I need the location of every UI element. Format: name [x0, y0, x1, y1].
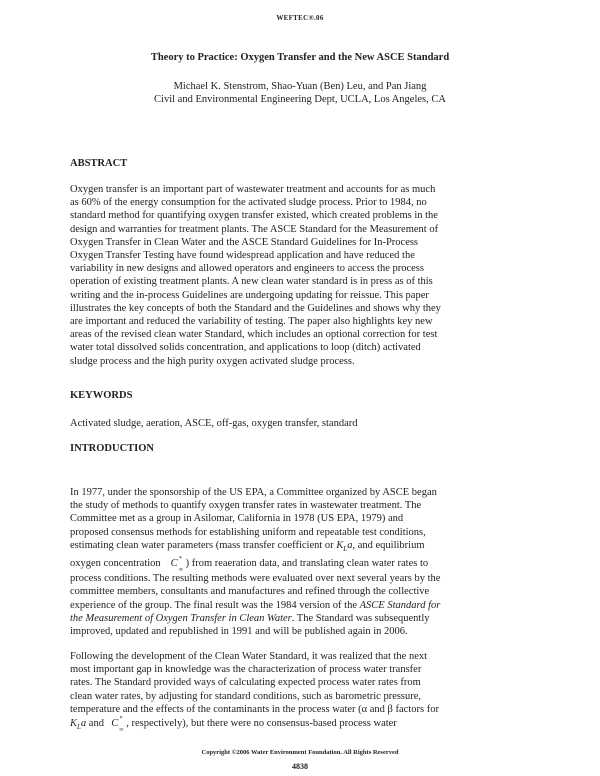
abstract-line: design and warranties for treatment plants. The ASCE Standard for the Measurement of	[70, 223, 439, 235]
introduction-heading: INTRODUCTION	[70, 443, 155, 454]
intro-line-text: . The Standard was subsequently	[291, 612, 430, 624]
intro-line-text: oxygen concentration	[70, 558, 161, 570]
abstract-line: variability in new designs and allowed operators and engineers to access the process	[70, 263, 424, 275]
keywords-heading: KEYWORDS	[70, 390, 133, 401]
intro-line: In 1977, under the sponsorship of the US EPA, a Committee organized by ASCE began	[70, 487, 437, 498]
abstract-line: sludge process and the high purity oxygen activated sludge process.	[70, 355, 355, 367]
copyright-notice: Copyright ©2006 Water Environment Foundation. All Rights Reserved	[201, 749, 399, 756]
abstract-line: as 60% of the energy consumption for the activated sludge process. Prior to 1984, no	[70, 197, 427, 209]
intro-paragraph-2	[70, 650, 532, 732]
intro-line: process conditions. The resulting methods were evaluated over next several years by the	[70, 573, 441, 585]
author-block	[0, 80, 600, 106]
intro-line-text: , respectively), but there were no consensus-based process water	[126, 718, 397, 730]
intro-line	[70, 612, 532, 625]
intro-line	[70, 556, 532, 572]
intro-line-text: , and equilibrium	[352, 539, 425, 551]
running-head: WEFTEC®.06	[276, 14, 324, 22]
abstract-line: illustrates the key concepts of both the Standard and the Guidelines and shows why they	[70, 302, 441, 314]
keywords-text: Activated sludge, aeration, ASCE, off-gas, oxygen transfer, standard	[70, 418, 358, 429]
kla-symbol: $K_La$	[336, 539, 353, 553]
abstract-line: areas of the revised clean water Standard, which includes an optional correction for test	[70, 329, 438, 341]
abstract-line: water total dissolved solids concentration, and applications to loop (ditch) activated	[70, 342, 421, 354]
standard-title-italic: ASCE Standard for	[359, 599, 441, 611]
kla-symbol: $K_La$	[70, 718, 87, 732]
intro-line-text: ) from reaeration data, and translating clean water rates to	[185, 558, 429, 570]
intro-line	[70, 539, 532, 556]
intro-line	[70, 716, 532, 732]
abstract-line: operation of existing treatment plants. A new clean water standard is in press as of this	[70, 276, 433, 288]
abstract-line: are important and reduced the variability of testing. The paper also highlights key new	[70, 316, 433, 328]
intro-line: Following the development of the Clean Water Standard, it was realized that the next	[70, 651, 428, 662]
intro-line: the study of methods to quantify oxygen transfer rates in wastewater treatment. The	[70, 500, 422, 512]
authors: Michael K. Stenstrom, Shao-Yuan (Ben) Leu, and Pan Jiang	[173, 81, 427, 92]
affiliation: Civil and Environmental Engineering Dept, UCLA, Los Angeles, CA	[154, 94, 446, 105]
standard-title-italic: the Measurement of Oxygen Transfer in Clean Water	[70, 612, 292, 624]
intro-line: proposed consensus methods for establishing uniform and repeatable test conditions,	[70, 526, 426, 538]
page-number: 4838	[292, 762, 308, 771]
intro-line: improved, updated and republished in 1991 and will be published again in 2006.	[70, 625, 408, 637]
abstract-line: standard method for quantifying oxygen transfer existed, which created problems in the	[70, 210, 438, 222]
intro-line: committee members, consultants and manufactures and refined through the collective	[70, 586, 430, 598]
abstract-line: writing and the in-process Guidelines are undergoing updating for reissue. This paper	[70, 289, 429, 301]
intro-line-text: experience of the group. The final result was the 1984 version of the	[70, 599, 360, 611]
c-infinity-symbol: C * ∞	[170, 556, 183, 574]
intro-line: clean water rates, by adjusting for standard conditions, such as barometric pressure,	[70, 690, 422, 702]
intro-line: temperature and the effects of the contaminants in the process water (α and β factors for	[70, 703, 439, 715]
intro-line-text: estimating clean water parameters (mass transfer coefficient or	[70, 539, 337, 551]
intro-line	[70, 599, 532, 612]
c-infinity-symbol: C * ∞	[111, 716, 124, 734]
abstract-line: Oxygen Transfer Testing have found widespread application and have reduced the	[70, 250, 415, 262]
abstract-heading: ABSTRACT	[70, 158, 128, 169]
abstract-body	[70, 183, 532, 368]
abstract-line: Oxygen Transfer in Clean Water and the ASCE Standard Guidelines for In-Process	[70, 236, 419, 248]
intro-paragraph-1	[70, 486, 532, 638]
abstract-line: Oxygen transfer is an important part of wastewater treatment and accounts for as much	[70, 184, 436, 195]
intro-line: rates. The Standard provided ways of calculating expected process water rates from	[70, 677, 421, 689]
paper-title: Theory to Practice: Oxygen Transfer and the New ASCE Standard	[150, 52, 450, 63]
intro-line-text: and	[86, 718, 107, 730]
intro-line: most important gap in knowledge was the characterization of process water transfer	[70, 664, 422, 676]
intro-line: Committee met as a group in Asilomar, California in 1978 (US EPA, 1979) and	[70, 513, 404, 525]
